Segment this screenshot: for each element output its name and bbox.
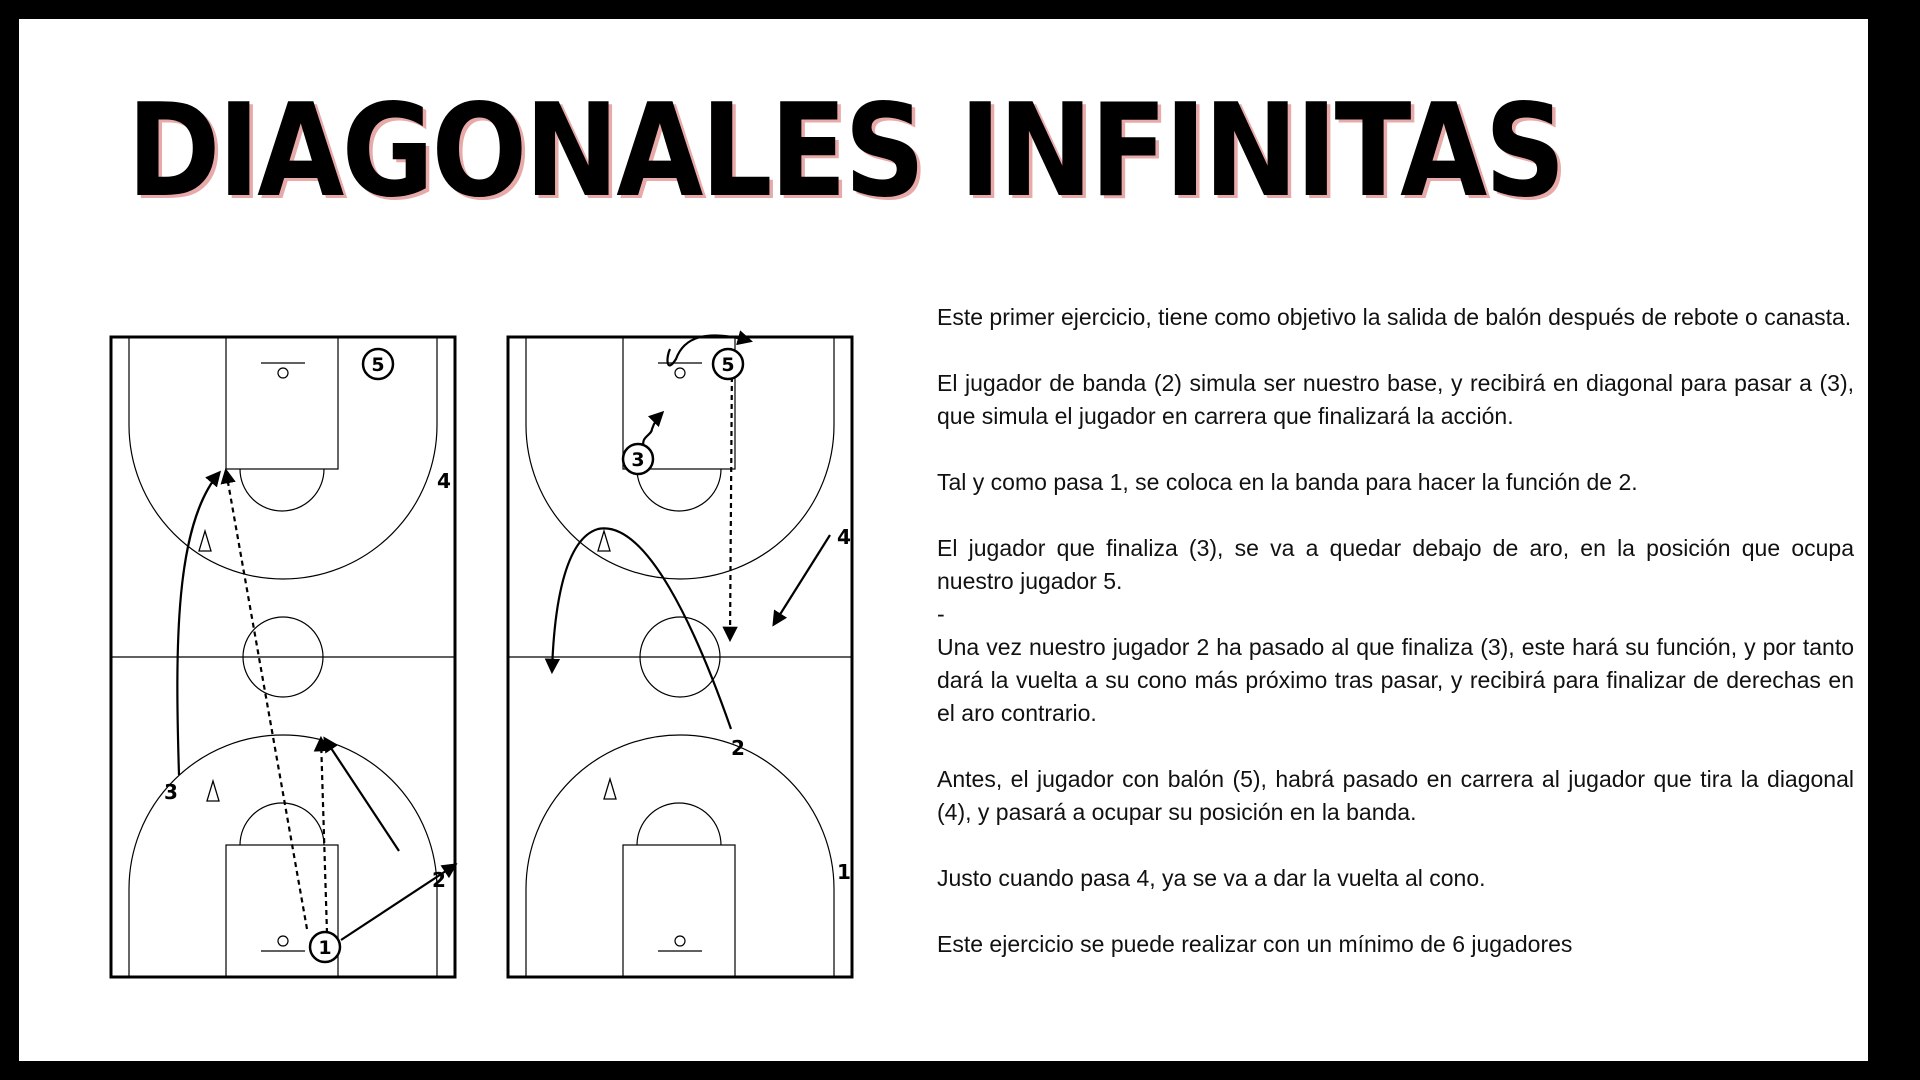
description-paragraph: Justo cuando pasa 4, ya se va a dar la vuelta al cono. bbox=[937, 865, 1486, 891]
movement-paths bbox=[177, 471, 455, 940]
court-outline bbox=[111, 337, 455, 977]
movement-paths bbox=[552, 335, 830, 729]
player-1 bbox=[310, 932, 340, 962]
description-paragraph: El jugador que finaliza (3), se va a quedar debajo de aro, en la posición que ocupa nuestro jugador 5. bbox=[937, 535, 1854, 594]
player-3-label: 3 bbox=[164, 780, 178, 804]
svg-text:5: 5 bbox=[371, 354, 385, 376]
cone-icon bbox=[598, 531, 616, 799]
court-diagram-1 bbox=[109, 335, 489, 1025]
cone-icon bbox=[199, 531, 219, 801]
description-paragraph: Este ejercicio se puede realizar con un mínimo de 6 jugadores bbox=[937, 931, 1573, 957]
svg-text:1: 1 bbox=[318, 937, 332, 959]
player-5 bbox=[363, 349, 393, 379]
description-paragraph: Este primer ejercicio, tiene como objetivo la salida de balón después de rebote o canasta. bbox=[937, 304, 1852, 330]
player-4-label: 4 bbox=[837, 525, 851, 549]
description-paragraph: Tal y como pasa 1, se coloca en la banda para hacer la función de 2. bbox=[937, 469, 1638, 495]
player-2-label: 2 bbox=[432, 868, 446, 892]
description-paragraph: El jugador de banda (2) simula ser nuestro base, y recibirá en diagonal para pasar a (3), que simula el jugador en carrera que finalizará la acción. bbox=[937, 370, 1854, 429]
description-separator: - bbox=[937, 601, 945, 627]
player-4-label: 4 bbox=[437, 469, 451, 493]
player-2-label: 2 bbox=[731, 736, 745, 760]
court-diagram-2 bbox=[506, 319, 886, 1025]
svg-text:5: 5 bbox=[721, 354, 735, 376]
drill-description bbox=[937, 301, 1854, 994]
player-1-label: 1 bbox=[837, 860, 851, 884]
page-title: DIAGONALES INFINITAS bbox=[127, 77, 1564, 226]
court-outline bbox=[508, 337, 852, 977]
player-5 bbox=[713, 349, 743, 379]
description-paragraph: Una vez nuestro jugador 2 ha pasado al que finaliza (3), este hará su función, y por tanto dará la vuelta a su cono más próximo tras pasar, y recibirá para finalizar de derechas en el aro contrario. bbox=[937, 634, 1854, 726]
player-3 bbox=[623, 444, 653, 474]
description-paragraph: Antes, el jugador con balón (5), habrá pasado en carrera al jugador que tira la diagonal (4), y pasará a ocupar su posición en la banda. bbox=[937, 766, 1854, 825]
svg-text:3: 3 bbox=[631, 449, 645, 471]
slide bbox=[19, 19, 1868, 1061]
